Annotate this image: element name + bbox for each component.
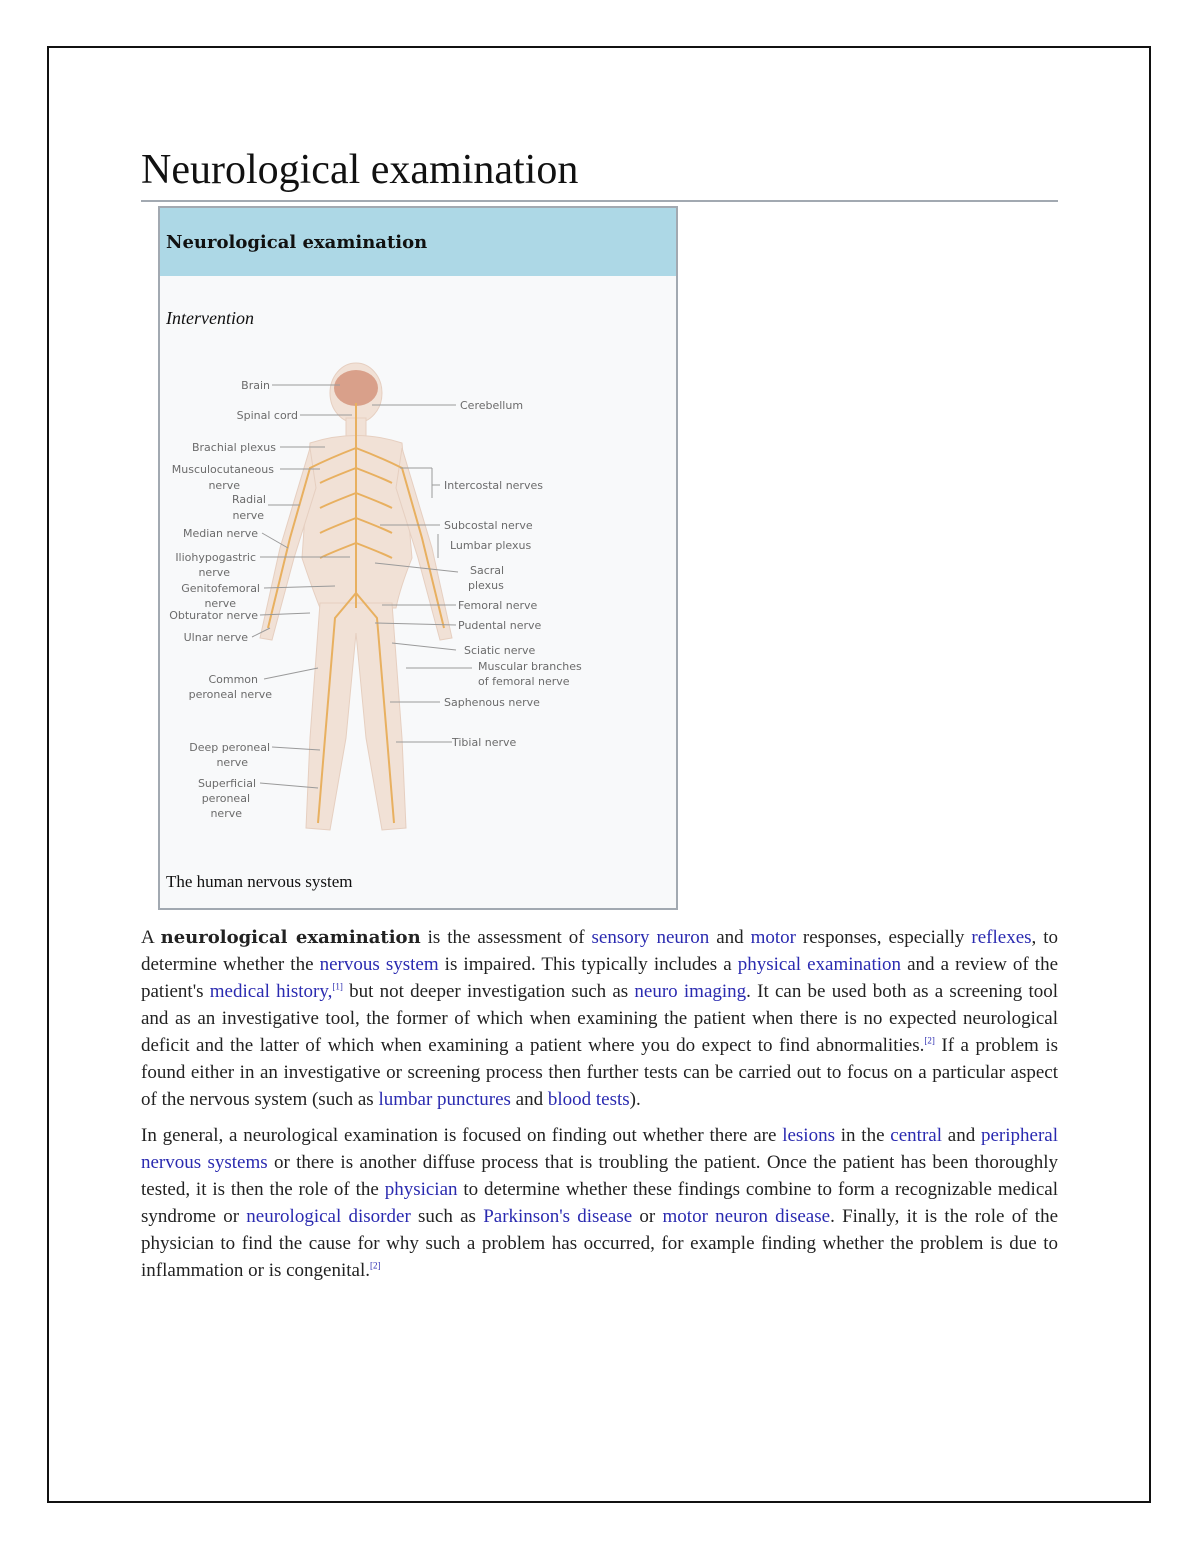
link-central[interactable]: central bbox=[890, 1125, 942, 1146]
page-title: Neurological examination bbox=[141, 140, 1058, 202]
fig-label-l-2: Brachial plexus bbox=[191, 441, 276, 454]
fig-label-l-12: Obturator nerve bbox=[169, 609, 258, 622]
text: , to determine whether the bbox=[141, 927, 1058, 975]
link-physician[interactable]: physician bbox=[384, 1179, 458, 1200]
fig-label-r-7: Pudental nerve bbox=[458, 619, 542, 632]
link-nervous-system[interactable]: nervous system bbox=[319, 954, 439, 975]
link-motor[interactable]: motor bbox=[750, 927, 796, 948]
link-motor-neuron-disease[interactable]: motor neuron disease bbox=[662, 1206, 831, 1227]
fig-label-r-12: Tibial nerve bbox=[452, 736, 517, 749]
text: responses, especially bbox=[795, 927, 972, 948]
fig-label-r-6: Femoral nerve bbox=[458, 599, 538, 612]
link-lesions[interactable]: lesions bbox=[782, 1125, 835, 1146]
fig-label-l-7: Median nerve bbox=[182, 527, 258, 540]
text: is impaired. This typically includes a bbox=[438, 954, 738, 975]
fig-label-l-4: nerve bbox=[208, 479, 240, 492]
fig-label-l-13: Ulnar nerve bbox=[183, 631, 248, 644]
fig-label-l-8: Iliohypogastric bbox=[175, 551, 256, 564]
link-neuro-imaging[interactable]: neuro imaging bbox=[634, 981, 747, 1002]
fig-label-r-5: plexus bbox=[468, 579, 504, 592]
fig-label-l-10: Genitofemoral bbox=[181, 582, 260, 595]
fig-label-l-19: peroneal bbox=[201, 792, 250, 805]
infobox-subtitle: Intervention bbox=[166, 308, 254, 328]
link-blood-tests[interactable]: blood tests bbox=[547, 1089, 630, 1110]
text: In general, a neurological examination is focused on finding out whether there are bbox=[141, 1125, 783, 1146]
fig-label-r-1: Intercostal nerves bbox=[444, 479, 543, 492]
bold-term: neurological examination bbox=[160, 927, 421, 948]
link-parkinsons-disease[interactable]: Parkinson's disease bbox=[483, 1206, 633, 1227]
fig-label-r-3: Lumbar plexus bbox=[450, 539, 532, 552]
text: and bbox=[709, 927, 751, 948]
text: in the bbox=[834, 1125, 891, 1146]
text: to determine whether these findings combine to form a recognizable medical syndrome or bbox=[141, 1179, 1058, 1227]
fig-label-r-10: of femoral nerve bbox=[478, 675, 570, 688]
fig-label-r-11: Saphenous nerve bbox=[444, 696, 540, 709]
article-body bbox=[141, 924, 1058, 1293]
reference-3[interactable]: [2] bbox=[370, 1260, 381, 1271]
link-sensory-neuron[interactable]: sensory neuron bbox=[591, 927, 710, 948]
fig-label-l-17: nerve bbox=[216, 756, 248, 769]
reference-1[interactable]: [1] bbox=[332, 981, 343, 992]
link-reflexes[interactable]: reflexes bbox=[971, 927, 1032, 948]
fig-label-l-5: Radial bbox=[232, 493, 266, 506]
fig-label-l-9: nerve bbox=[198, 566, 230, 579]
text: and a review of the patient's bbox=[141, 954, 1059, 1002]
paragraph-2 bbox=[141, 1122, 1058, 1284]
fig-label-l-6: nerve bbox=[232, 509, 264, 522]
fig-label-r-9: Muscular branches bbox=[478, 660, 582, 673]
text: . It can be used both as a screening tool and as an investigative tool, the former of which when examining the patient when there is no expected neurological deficit and the latter of which when examining a patient where you do expect to find abnormalities. bbox=[141, 981, 1058, 1056]
text: and bbox=[510, 1089, 548, 1110]
link-physical-examination[interactable]: physical examination bbox=[737, 954, 902, 975]
fig-label-l-1: Spinal cord bbox=[236, 409, 298, 422]
text: A bbox=[141, 927, 161, 948]
reference-2[interactable]: [2] bbox=[924, 1035, 935, 1046]
fig-label-l-0: Brain bbox=[241, 379, 270, 392]
text: or bbox=[632, 1206, 663, 1227]
link-medical-history[interactable]: medical history, bbox=[209, 981, 333, 1002]
text: ). bbox=[629, 1089, 641, 1110]
nervous-system-illustration bbox=[160, 358, 676, 858]
fig-label-l-18: Superficial bbox=[197, 777, 256, 790]
text: and bbox=[941, 1125, 981, 1146]
fig-label-l-15: peroneal nerve bbox=[188, 688, 272, 701]
fig-label-r-2: Subcostal nerve bbox=[444, 519, 533, 532]
nervous-system-figure bbox=[160, 358, 676, 858]
fig-label-r-8: Sciatic nerve bbox=[464, 644, 536, 657]
link-neurological-disorder[interactable]: neurological disorder bbox=[246, 1206, 411, 1227]
text: . Finally, it is the role of the physician to find the cause for why such a problem has occurred, for example finding whether the problem is due to inflammation or is congenital. bbox=[141, 1206, 1059, 1281]
paragraph-1 bbox=[141, 924, 1058, 1113]
text: or there is another diffuse process that is troubling the patient. Once the patient has been thoroughly tested, it is then the role of the bbox=[141, 1152, 1059, 1200]
fig-label-r-4: Sacral bbox=[470, 564, 505, 577]
link-lumbar-punctures[interactable]: lumbar punctures bbox=[378, 1089, 511, 1110]
fig-label-l-11: nerve bbox=[204, 597, 236, 610]
infobox bbox=[158, 206, 678, 910]
infobox-header: Neurological examination bbox=[160, 208, 676, 276]
fig-label-l-20: nerve bbox=[210, 807, 242, 820]
link-peripheral-nervous-systems[interactable]: peripheral nervous systems bbox=[141, 1125, 1058, 1173]
fig-label-l-3: Musculocutaneous bbox=[171, 463, 274, 476]
infobox-caption: The human nervous system bbox=[166, 872, 353, 891]
text: is the assessment of bbox=[420, 927, 592, 948]
text: but not deeper investigation such as bbox=[342, 981, 635, 1002]
fig-label-r-0: Cerebellum bbox=[460, 399, 524, 412]
fig-label-l-14: Common bbox=[208, 673, 258, 686]
text: such as bbox=[410, 1206, 484, 1227]
fig-label-l-16: Deep peroneal bbox=[189, 741, 270, 754]
text: If a problem is found either in an investigative or screening process then further tests can be carried out to focus on a particular aspect of the nervous system (such as bbox=[141, 1035, 1059, 1110]
